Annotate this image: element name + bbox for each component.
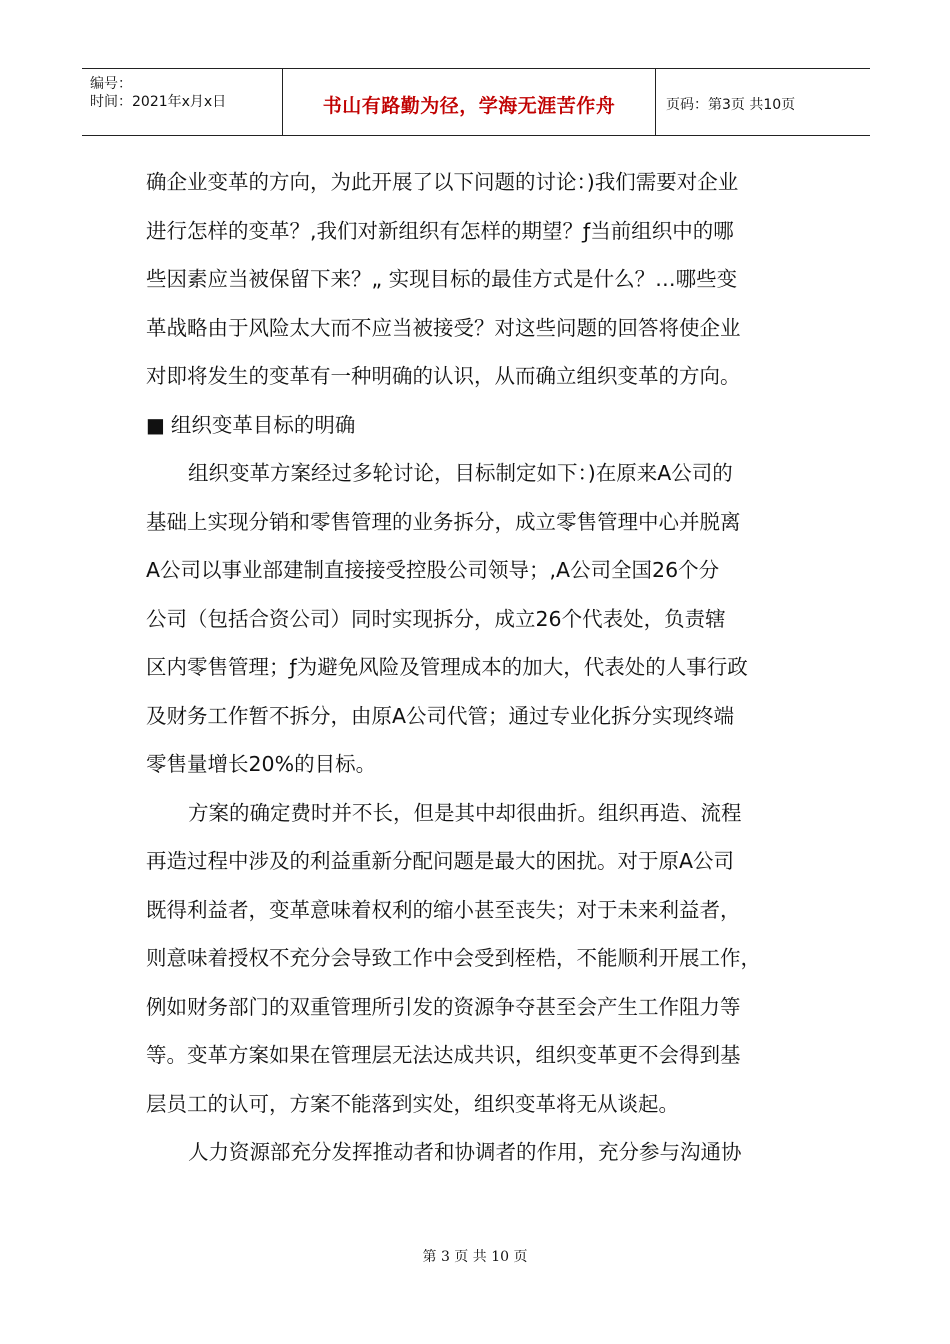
document-date-label: 时间：2021年x月x日 (90, 94, 227, 110)
paragraph-line: 进行怎样的变革？,我们对新组织有怎样的期望？ƒ当前组织中的哪 (146, 218, 734, 243)
paragraph-line: 及财务工作暂不拆分，由原A公司代管；通过专业化拆分实现终端 (146, 703, 735, 728)
header-left-cell (82, 69, 283, 135)
paragraph-line: 确企业变革的方向，为此开展了以下问题的讨论：)我们需要对企业 (146, 170, 739, 194)
paragraph-line: 例如财务部门的双重管理所引发的资源争夺甚至会产生工作阻力等 (146, 994, 741, 1019)
paragraph-line: 再造过程中涉及的利益重新分配问题是最大的困扰。对于原A公司 (146, 849, 735, 873)
paragraph-line: 等。变革方案如果在管理层无法达成共识，组织变革更不会得到基 (146, 1043, 741, 1067)
paragraph-line: A公司以事业部建制直接接受控股公司领导；,A公司全国26个分 (146, 558, 720, 582)
paragraph-line: 基础上实现分销和零售管理的业务拆分，成立零售管理中心并脱离 (146, 509, 741, 534)
paragraph-line: 对即将发生的变革有一种明确的认识，从而确立组织变革的方向。 (146, 364, 741, 388)
header-middle-cell (283, 69, 656, 135)
paragraph-line: 区内零售管理；ƒ为避免风险及管理成本的加大，代表处的人事行政 (146, 655, 748, 679)
header-page-info: 页码：第3页 共10页 (666, 97, 796, 113)
paragraph-line: 公司（包括合资公司）同时实现拆分，成立26个代表处，负责辖 (146, 606, 726, 631)
paragraph-line: 些因素应当被保留下来？„ 实现目标的最佳方式是什么？…哪些变 (146, 267, 738, 291)
page-footer: 第 3 页 共 10 页 (422, 1249, 528, 1265)
paragraph-line: 组织变革方案经过多轮讨论，目标制定如下：)在原来A公司的 (188, 461, 733, 485)
document-body (146, 158, 826, 1177)
section-heading (146, 401, 826, 450)
paragraph-line: 人力资源部充分发挥推动者和协调者的作用，充分参与沟通协 (188, 1140, 742, 1164)
paragraph-line: 方案的确定费时并不长，但是其中却很曲折。组织再造、流程 (188, 800, 742, 825)
section-heading-text: 组织变革目标的明确 (170, 412, 356, 437)
header-motto: 书山有路勤为径，学海无涯苦作舟 (322, 95, 616, 117)
page-header (82, 68, 870, 136)
document-code-label: 编号： (90, 76, 132, 92)
paragraph-line: 零售量增长20%的目标。 (146, 752, 377, 776)
header-right-cell (656, 69, 870, 135)
paragraph-line: 则意味着授权不充分会导致工作中会受到桎梏，不能顺利开展工作， (146, 946, 761, 970)
paragraph-line: 革战略由于风险太大而不应当被接受？对这些问题的回答将使企业 (146, 315, 741, 340)
paragraph-line: 层员工的认可，方案不能落到实处，组织变革将无从谈起。 (146, 1091, 679, 1116)
square-bullet-icon: ■ (146, 412, 165, 437)
paragraph-line: 既得利益者，变革意味着权利的缩小甚至丧失；对于未来利益者， (146, 897, 741, 922)
